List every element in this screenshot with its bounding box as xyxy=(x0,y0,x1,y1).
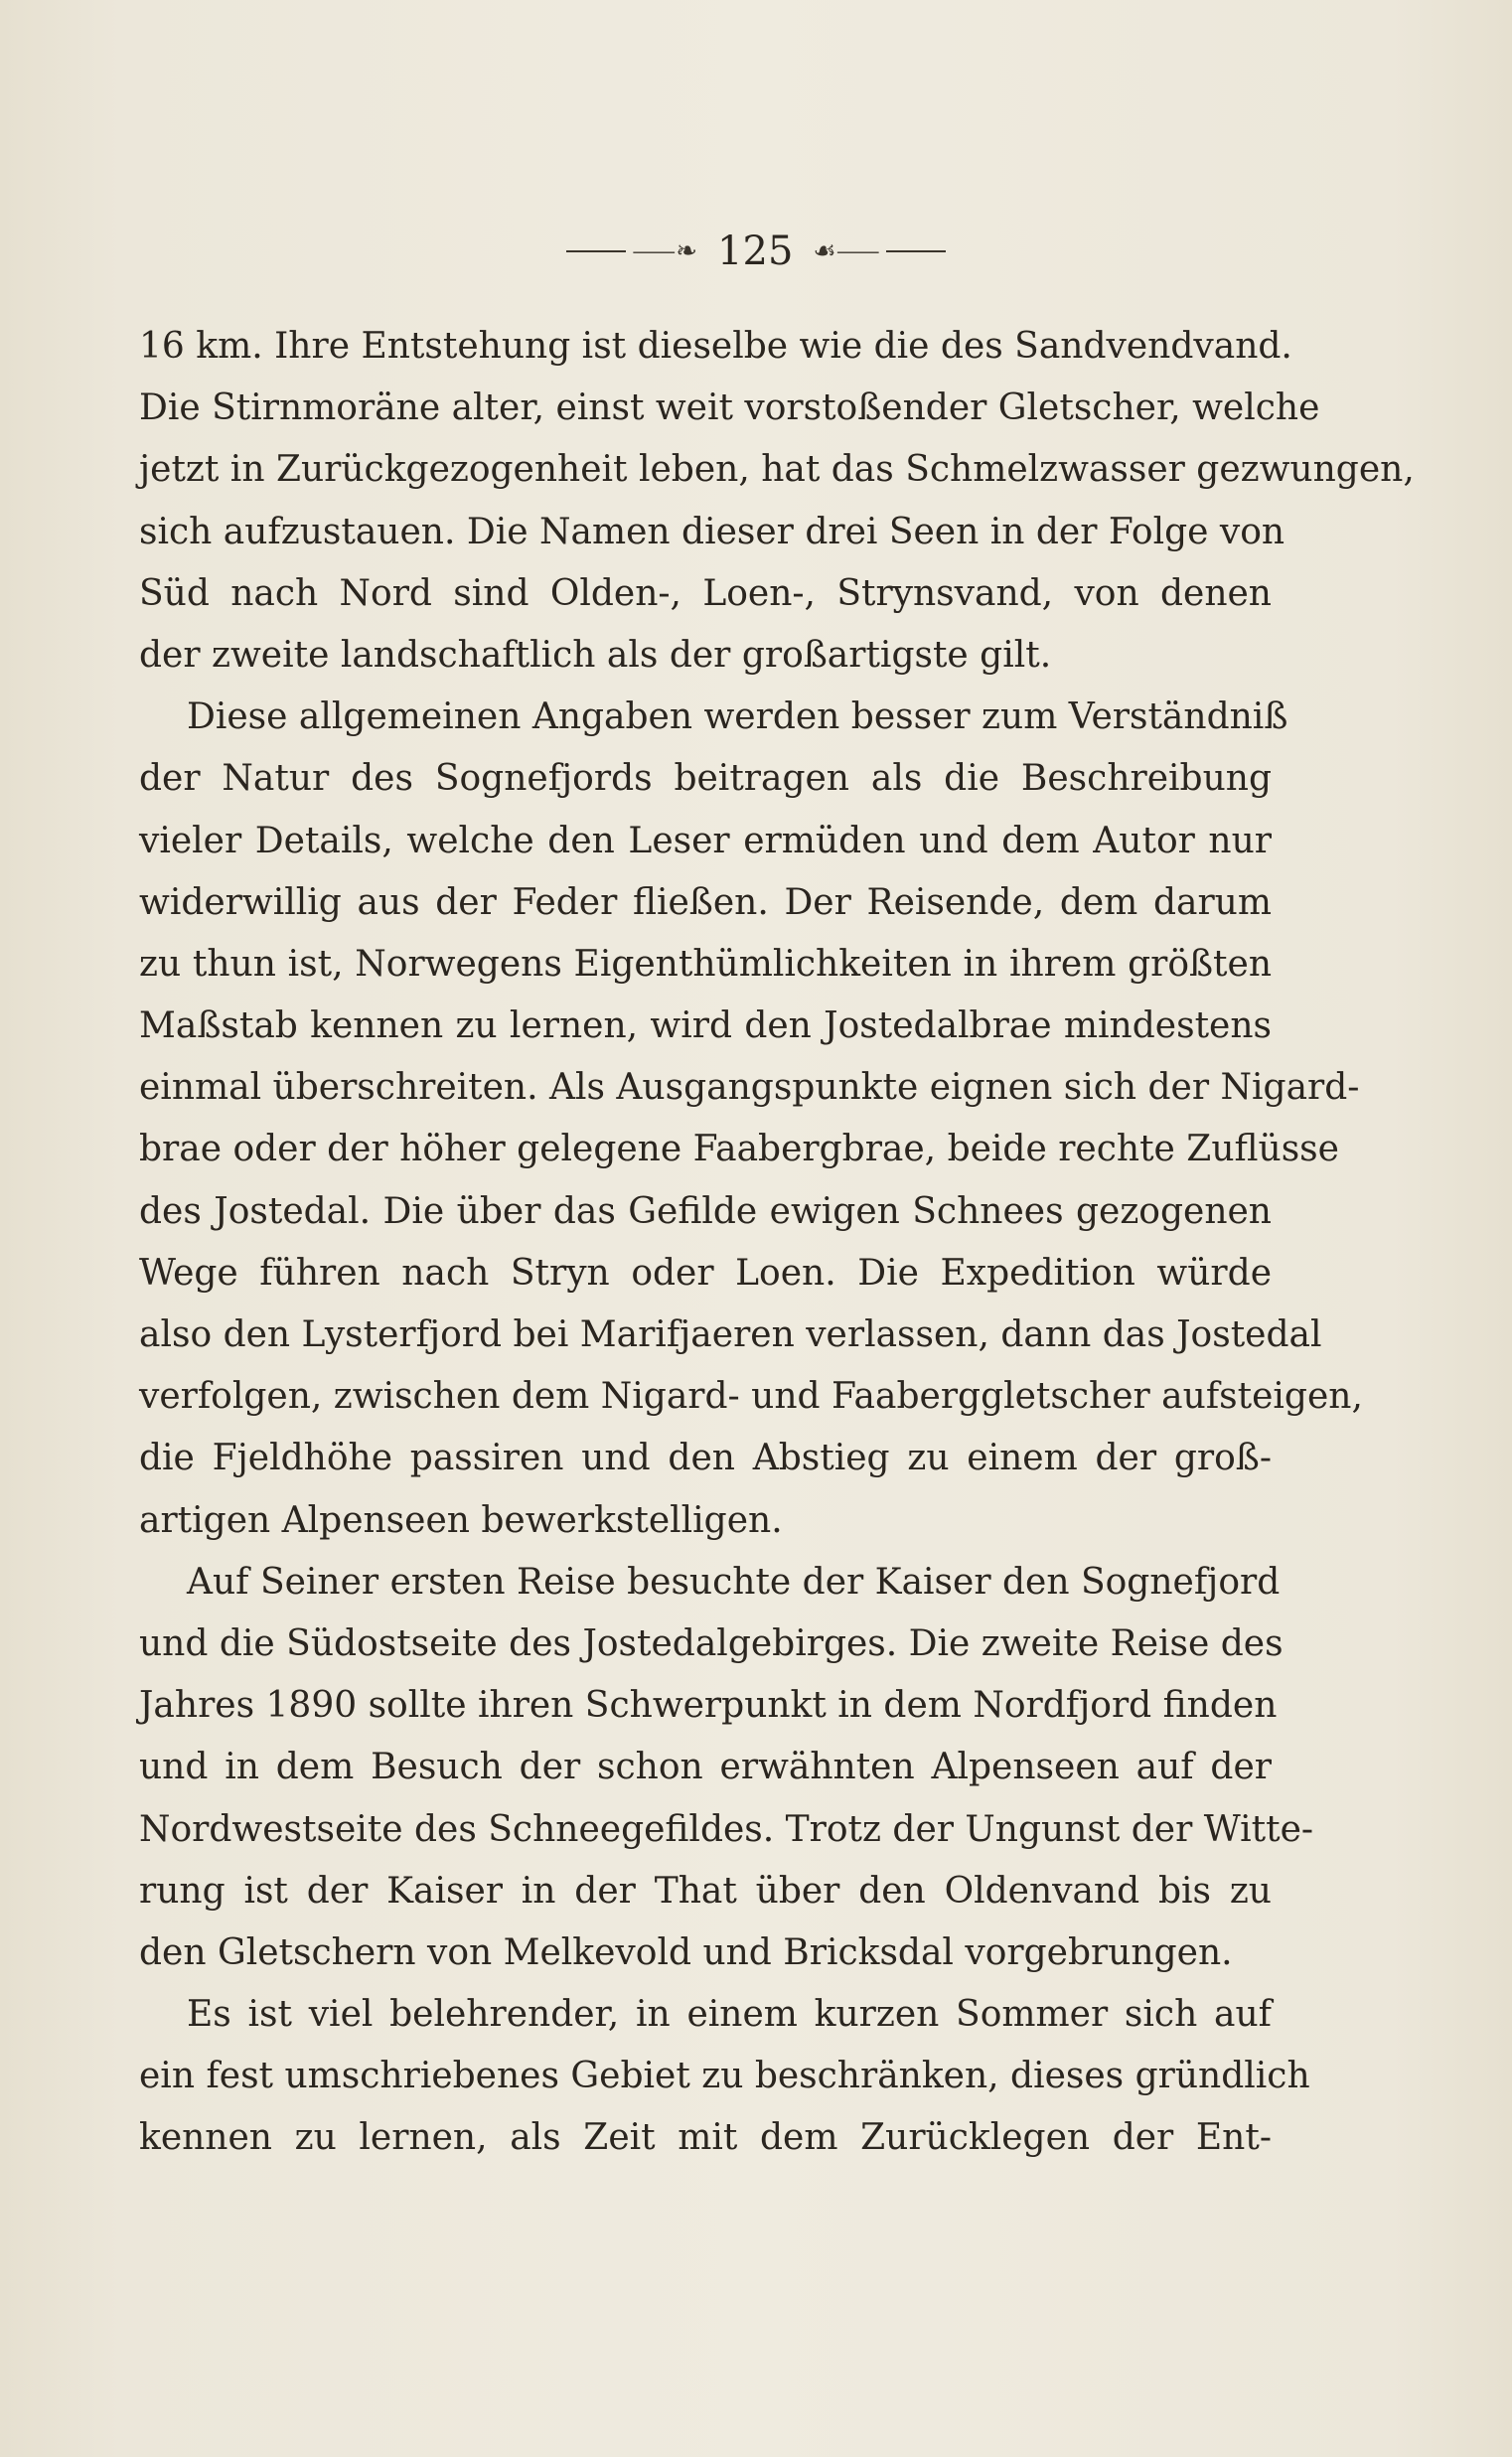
text-line: kennen zu lernen, als Zeit mit dem Zurücklegen der Ent- xyxy=(139,2117,1272,2159)
text-line: der zweite landschaftlich als der großartigste gilt. xyxy=(139,634,1052,676)
running-head xyxy=(0,221,1512,276)
text-line: 16 km. Ihre Entstehung ist dieselbe wie die des Sandvendvand. xyxy=(139,326,1292,367)
text-line: der Natur des Sognefjords beitragen als die Beschreibung xyxy=(139,758,1272,800)
text-line: Es ist viel belehrender, in einem kurzen Sommer sich auf xyxy=(187,1994,1272,2036)
text-line: und in dem Besuch der schon erwähnten Alpenseen auf der xyxy=(139,1747,1272,1788)
text-line: rung ist der Kaiser in der That über den Oldenvand bis zu xyxy=(139,1870,1272,1912)
text-line: des Jostedal. Die über das Gefilde ewigen Schnees gezogenen xyxy=(139,1190,1272,1232)
text-line: widerwillig aus der Feder fließen. Der Reisende, dem darum xyxy=(139,881,1272,923)
text-line: vieler Details, welche den Leser ermüden und dem Autor nur xyxy=(139,820,1272,861)
text-line: und die Südostseite des Jostedalgebirges. Die zweite Reise des xyxy=(139,1622,1284,1664)
text-line: jetzt in Zurückgezogenheit leben, hat das Schmelzwasser gezwungen, xyxy=(139,449,1415,491)
text-line: Wege führen nach Stryn oder Loen. Die Expedition würde xyxy=(139,1252,1272,1294)
text-line: Auf Seiner ersten Reise besuchte der Kaiser den Sognefjord xyxy=(187,1561,1281,1603)
header-rule-left xyxy=(566,250,626,252)
text-line: brae oder der höher gelegene Faabergbrae, beide rechte Zuflüsse xyxy=(139,1129,1339,1170)
header-rule-right xyxy=(886,250,946,252)
text-line: Nordwestseite des Schneegefildes. Trotz der Ungunst der Witte- xyxy=(139,1808,1314,1850)
text-line: die Fjeldhöhe passiren und den Abstieg zu einem der groß- xyxy=(139,1438,1272,1479)
text-line: zu thun ist, Norwegens Eigenthümlichkeiten in ihrem größten xyxy=(139,943,1272,985)
text-line: ein fest umschriebenes Gebiet zu beschränken, dieses gründlich xyxy=(139,2056,1310,2097)
page-number: 125 xyxy=(717,229,794,274)
text-line: Die Stirnmoräne alter, einst weit vorstoßender Gletscher, welche xyxy=(139,387,1320,429)
header-ornament-left: ⸺❧ xyxy=(632,236,698,266)
text-line: Süd nach Nord sind Olden-, Loen-, Strynsvand, von denen xyxy=(139,572,1272,614)
text-line: den Gletschern von Melkevold und Bricksdal vorgebrungen. xyxy=(139,1931,1233,1973)
text-line: artigen Alpenseen bewerkstelligen. xyxy=(139,1499,783,1541)
body-text xyxy=(139,316,1415,2170)
text-line: also den Lysterfjord bei Marifjaeren verlassen, dann das Jostedal xyxy=(139,1314,1322,1355)
text-line: Maßstab kennen zu lernen, wird den Jostedalbrae mindestens xyxy=(139,1005,1272,1047)
header-ornament-right: ☙⸺ xyxy=(813,236,880,266)
text-line: Diese allgemeinen Angaben werden besser zum Verständniß xyxy=(187,696,1288,738)
text-line: einmal überschreiten. Als Ausgangspunkte eignen sich der Nigard- xyxy=(139,1067,1360,1109)
text-line: sich aufzustauen. Die Namen dieser drei Seen in der Folge von xyxy=(139,511,1285,552)
text-line: verfolgen, zwischen dem Nigard- und Faaberggletscher aufsteigen, xyxy=(139,1376,1363,1418)
text-line: Jahres 1890 sollte ihren Schwerpunkt in dem Nordfjord finden xyxy=(139,1685,1278,1727)
